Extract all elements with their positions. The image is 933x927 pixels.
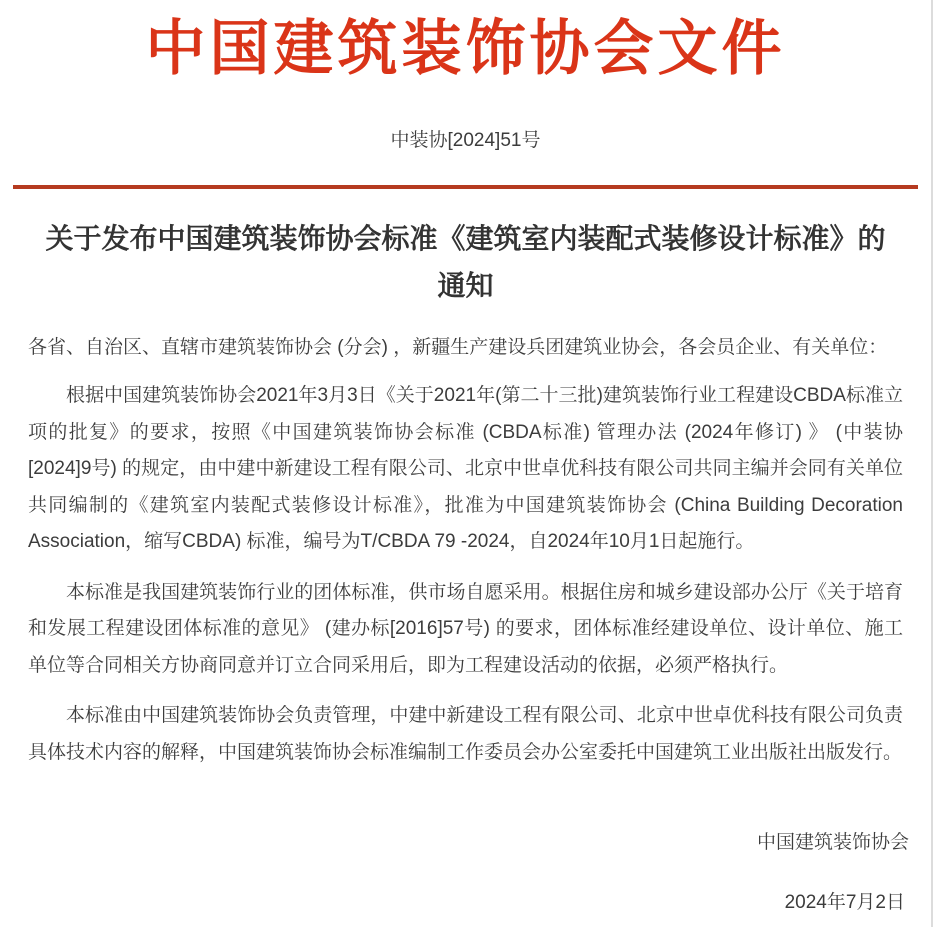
paragraph-approval: 根据中国建筑装饰协会2021年3月3日《关于2021年(第二十三批)建筑装饰行业工程建设CBDA标准立项的批复》的要求，按照《中国建筑装饰协会标准 (CBDA标准) 管理办法 (2024年修订) 》 (中装协[2024]9号) 的规定，由中建中新建设工程有限公司、北京中世卓优科技有限公司共同主编并会同有关单位共同编制的《建筑室内装配式装修设计标准》，批准为中国建筑装饰协会 (China Building Decoration Association，缩写CBDA) 标准，编号为T/CBDA 79 -2024，自2024年10月1日起施行。 <box>28 385 903 552</box>
paragraph-adoption: 本标准是我国建筑装饰行业的团体标准，供市场自愿采用。根据住房和城乡建设部办公厅《关于培育和发展工程建设团体标准的意见》 (建办标[2016]57号) 的要求，团体标准经建设单位、设计单位、施工单位等合同相关方协商同意并订立合同采用后，即为工程建设活动的依据，必须严格执行。 <box>28 581 903 676</box>
document-number: 中装协[2024]51号 <box>390 130 541 151</box>
letterhead-title: 中国建筑装饰协会文件 <box>145 16 786 82</box>
issue-date: 2024年7月2日 <box>784 892 905 913</box>
notice-title: 关于发布中国建筑装饰协会标准《建筑室内装配式装修设计标准》的通知 <box>45 223 886 301</box>
salutation-line: 各省、自治区、直辖市建筑装饰协会 (分会) ，新疆生产建设兵团建筑业协会，各会员企业、有关单位： <box>28 337 888 358</box>
red-divider-rule <box>13 185 918 189</box>
body-paragraphs <box>0 378 931 771</box>
paragraph-management: 本标准由中国建筑装饰协会负责管理，中建中新建设工程有限公司、北京中世卓优科技有限公司负责具体技术内容的解释，中国建筑装饰协会标准编制工作委员会办公室委托中国建筑工业出版社出版发行。 <box>28 705 903 763</box>
signature-organization: 中国建筑装饰协会 <box>756 832 909 853</box>
